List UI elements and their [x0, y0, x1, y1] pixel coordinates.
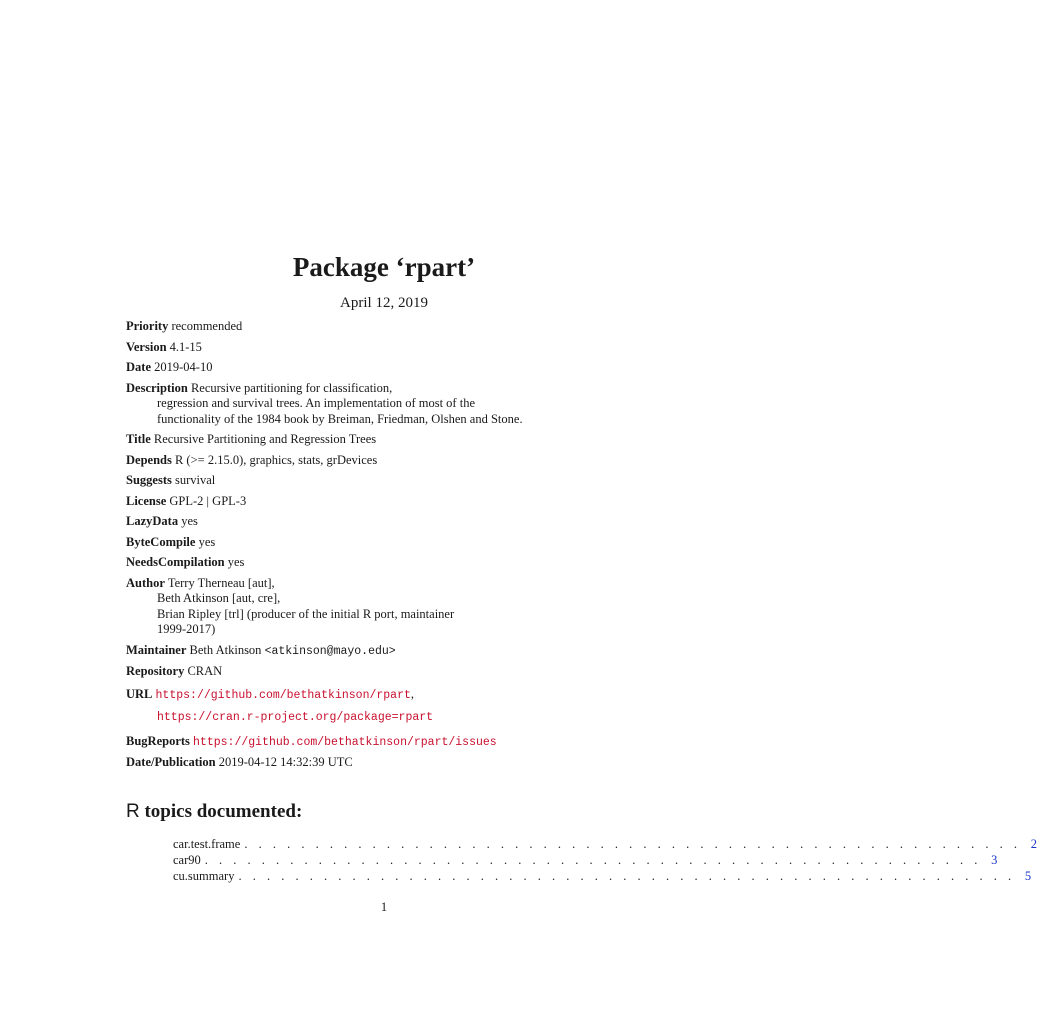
field-key: Priority [126, 319, 169, 333]
toc-leader-dots: . . . . . . . . . . . . . . . . . . . . . . . . . . . . . . . . . . . . . . . . . . . . . . . . . . . . . . . [204, 853, 982, 867]
field-key: URL [126, 686, 153, 701]
field-key: Author [126, 575, 165, 590]
field-date [126, 360, 686, 376]
field-value-line: Brian Ripley [trl] (producer of the initial R port, maintainer [157, 606, 455, 621]
field-bugreports [126, 734, 686, 751]
maintainer-email: <atkinson@mayo.edu> [264, 644, 396, 658]
field-lazydata [126, 514, 686, 530]
field-url [126, 687, 686, 726]
field-value: yes [181, 514, 198, 528]
document-title: Package ‘rpart’ [292, 252, 476, 282]
toc-entry-page-link[interactable]: 3 [991, 853, 998, 867]
field-value-line: functionality of the 1984 book by Breiman, Friedman, Olshen and Stone. [157, 411, 523, 426]
url-line-2 [126, 709, 686, 726]
field-key: Depends [126, 452, 172, 467]
field-value: 2019-04-10 [154, 360, 213, 374]
field-bytecompile [126, 535, 686, 551]
toc-entry-name[interactable]: car.test.frame [173, 837, 241, 851]
field-value: survival [174, 473, 216, 487]
field-date-publication [126, 755, 686, 771]
field-value-line: Terry Therneau [aut], [167, 575, 275, 590]
toc-heading-r-logo: R [126, 801, 140, 822]
url-separator: , [410, 686, 414, 701]
field-value: yes [227, 555, 245, 569]
toc-entry-name[interactable]: car90 [173, 853, 201, 867]
toc-entry-name[interactable]: cu.summary [173, 869, 235, 883]
field-value-line: Recursive partitioning for classification, [190, 380, 393, 395]
field-suggests [126, 473, 686, 489]
toc-entry[interactable] [173, 836, 1037, 852]
field-key: Version [126, 339, 167, 354]
maintainer-name: Beth Atkinson [189, 642, 262, 657]
page-number: 1 [380, 900, 388, 914]
field-title [126, 432, 686, 448]
field-key: BugReports [126, 733, 190, 748]
field-value: 2019-04-12 14:32:39 UTC [218, 755, 353, 769]
field-author [126, 576, 686, 638]
field-value: CRAN [187, 664, 223, 678]
field-key: License [126, 493, 167, 508]
toc-leader-dots: . . . . . . . . . . . . . . . . . . . . . . . . . . . . . . . . . . . . . . . . . . . . . . . . . . . . . . . [244, 837, 1021, 851]
field-license [126, 494, 686, 510]
toc-heading [126, 800, 302, 824]
field-key: LazyData [126, 514, 179, 528]
package-fields [126, 319, 686, 771]
toc-entry[interactable] [173, 852, 998, 868]
field-key: Repository [126, 664, 185, 678]
field-value: yes [198, 534, 216, 549]
field-repository [126, 664, 686, 680]
field-value: recommended [171, 319, 243, 333]
field-key: Maintainer [126, 642, 187, 657]
field-key: Description [126, 380, 188, 395]
toc-entry[interactable] [173, 868, 1032, 884]
field-key: Date/Publication [126, 755, 216, 769]
field-value: R (>= 2.15.0), graphics, stats, grDevices [174, 452, 378, 467]
field-value: 4.1-15 [169, 339, 202, 354]
field-key: ByteCompile [126, 534, 196, 549]
toc-entry-page-link[interactable]: 2 [1030, 837, 1037, 851]
field-value: GPL-2 | GPL-3 [169, 493, 247, 508]
field-version [126, 340, 686, 356]
field-maintainer [126, 643, 686, 660]
toc-heading-text: topics documented: [144, 801, 303, 822]
field-key: NeedsCompilation [126, 555, 225, 569]
field-value: Recursive Partitioning and Regression Trees [153, 432, 377, 446]
field-description [126, 381, 686, 428]
field-value-line: regression and survival trees. An implementation of most of the [157, 396, 475, 410]
field-key: Title [126, 432, 151, 446]
toc-entry-page-link[interactable]: 5 [1024, 869, 1032, 883]
toc-list [173, 836, 1037, 884]
field-key: Date [126, 360, 151, 374]
field-key: Suggests [126, 473, 172, 487]
document-date: April 12, 2019 [340, 295, 428, 311]
bugreports-link[interactable]: https://github.com/bethatkinson/rpart/issues [193, 735, 497, 749]
url-link-github[interactable]: https://github.com/bethatkinson/rpart [155, 688, 411, 702]
field-priority [126, 319, 686, 335]
field-value-line: Beth Atkinson [aut, cre], [157, 591, 281, 605]
toc-leader-dots: . . . . . . . . . . . . . . . . . . . . . . . . . . . . . . . . . . . . . . . . . . . . . . . . . . . . . . . [238, 869, 1016, 883]
url-link-cran[interactable]: https://cran.r-project.org/package=rpart [157, 711, 434, 724]
field-needscompilation [126, 555, 686, 571]
field-value-line: 1999-2017) [157, 622, 216, 636]
field-depends [126, 453, 686, 469]
